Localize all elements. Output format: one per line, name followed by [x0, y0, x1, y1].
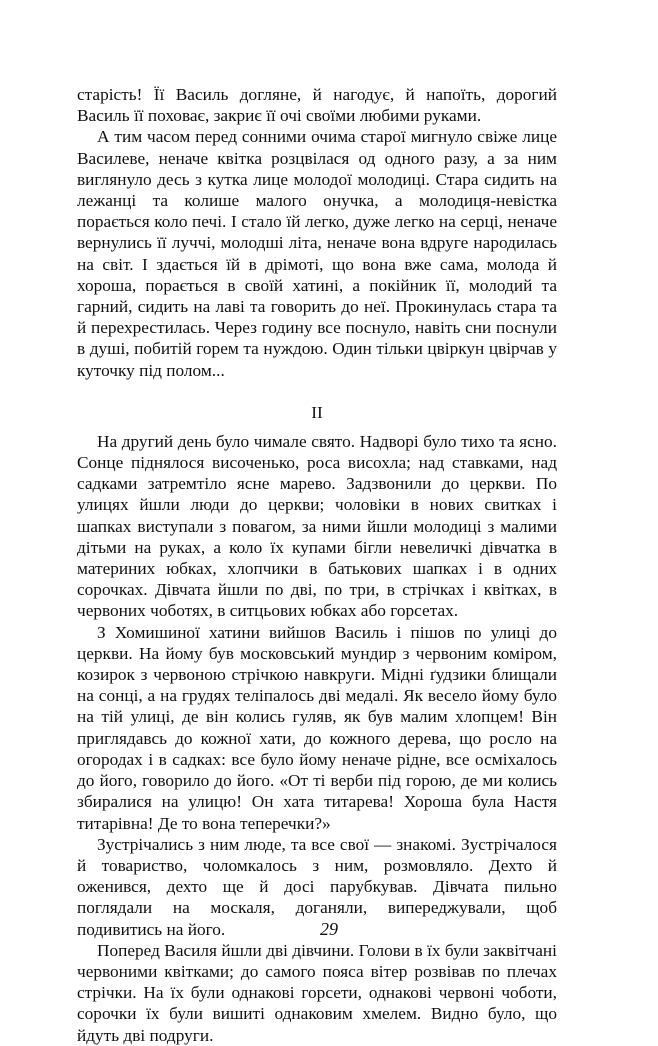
paragraph: старість! Її Василь догляне, й нагодує, й напоїть, дорогий Василь її поховає, закриє її очі своїми любими руками.	[77, 85, 557, 126]
paragraph: Зустрічались з ним люде, та все свої — знакомі. Зустрічалося й товариство, чоломкалось з ним, розмовляло. Дехто й оженився, дехто ще й досі парубкував. Дівчата пильно поглядали на москаля, доганяли, випереджували, щоб подивитись на його.	[77, 834, 557, 939]
page-body	[77, 84, 557, 1046]
paragraph: А тим часом перед сонними очима старої мигнуло свіже лице Василеве, неначе квітка розцвілася од одного разу, а за ним виглянуло десь з кутка лице молодої молодиці. Стара сидить на лежанці та колише малого онучка, а молодиця-невістка порається коло печі. І стало їй легко, дуже легко на серці, неначе вернулись її луччі, молодші літа, неначе вона вдруге народилась на світ. І здається їй в дрімоті, що вона вже сама, молода й хороша, порається в своїй хатині, а покійник її, молодий та гарний, сидить на лаві та говорить до неї. Прокинулась стара та й перехрестилась. Через годину все поснуло, навіть сни поснули в душі, побитій горем та нуждою. Один тільки цвіркун цвірчав у куточку під полом...	[77, 127, 557, 380]
paragraph: На другий день було чимале свято. Надворі було тихо та ясно. Сонце піднялося височенько, роса висохла; над ставками, над садками затремтіло ясне марево. Задзвонили до церкви. По улицях йшли люди до церкви; чоловіки в нових свитках і шапках виступали з повагом, за ними йшли молодиці з малими дітьми на руках, а коло їх купами бігли невеличкі дівчатка в материних юбках, хлопчики в батькових шапках і в одних сорочках. Дівчата йшли по дві, по три, в стрічках і квітках, в червоних чоботях, в ситцьових юбках або горсетах.	[77, 431, 557, 621]
paragraph: З Хомишиної хатини вийшов Василь і пішов по улиці до церкви. На йому був московський мундир з червоним коміром, козирок з червоною стрічкою навкруги. Мідні ґудзики блищали на сонці, а на грудях теліпалось дві медалі. Як весело йому було на тій улиці, де він колись гуляв, як був малим хлопцем! Він приглядавсь до кожної хати, до кожного дерева, що росло на огородах і в садках: все було йому неначе рідне, все осміхалось до його, говорило до його. «От ті верби під горою, де ми колись збиралися на улицю! Он хата титарева! Хороша була Настя титарівна! Де то вона теперечки?»	[77, 622, 557, 833]
chapter-heading: II	[311, 402, 323, 422]
paragraph: Поперед Василя йшли дві дівчини. Голови в їх були заквітчані червоними квітками; до самого пояса вітер розвівав по плечах стрічки. На їх були однакові горсети, однакові червоні чоботи, сорочки їх були вишиті однаковим хмелем. Видно було, що йдуть дві подруги.	[77, 940, 557, 1045]
page-number: 29	[320, 919, 338, 939]
